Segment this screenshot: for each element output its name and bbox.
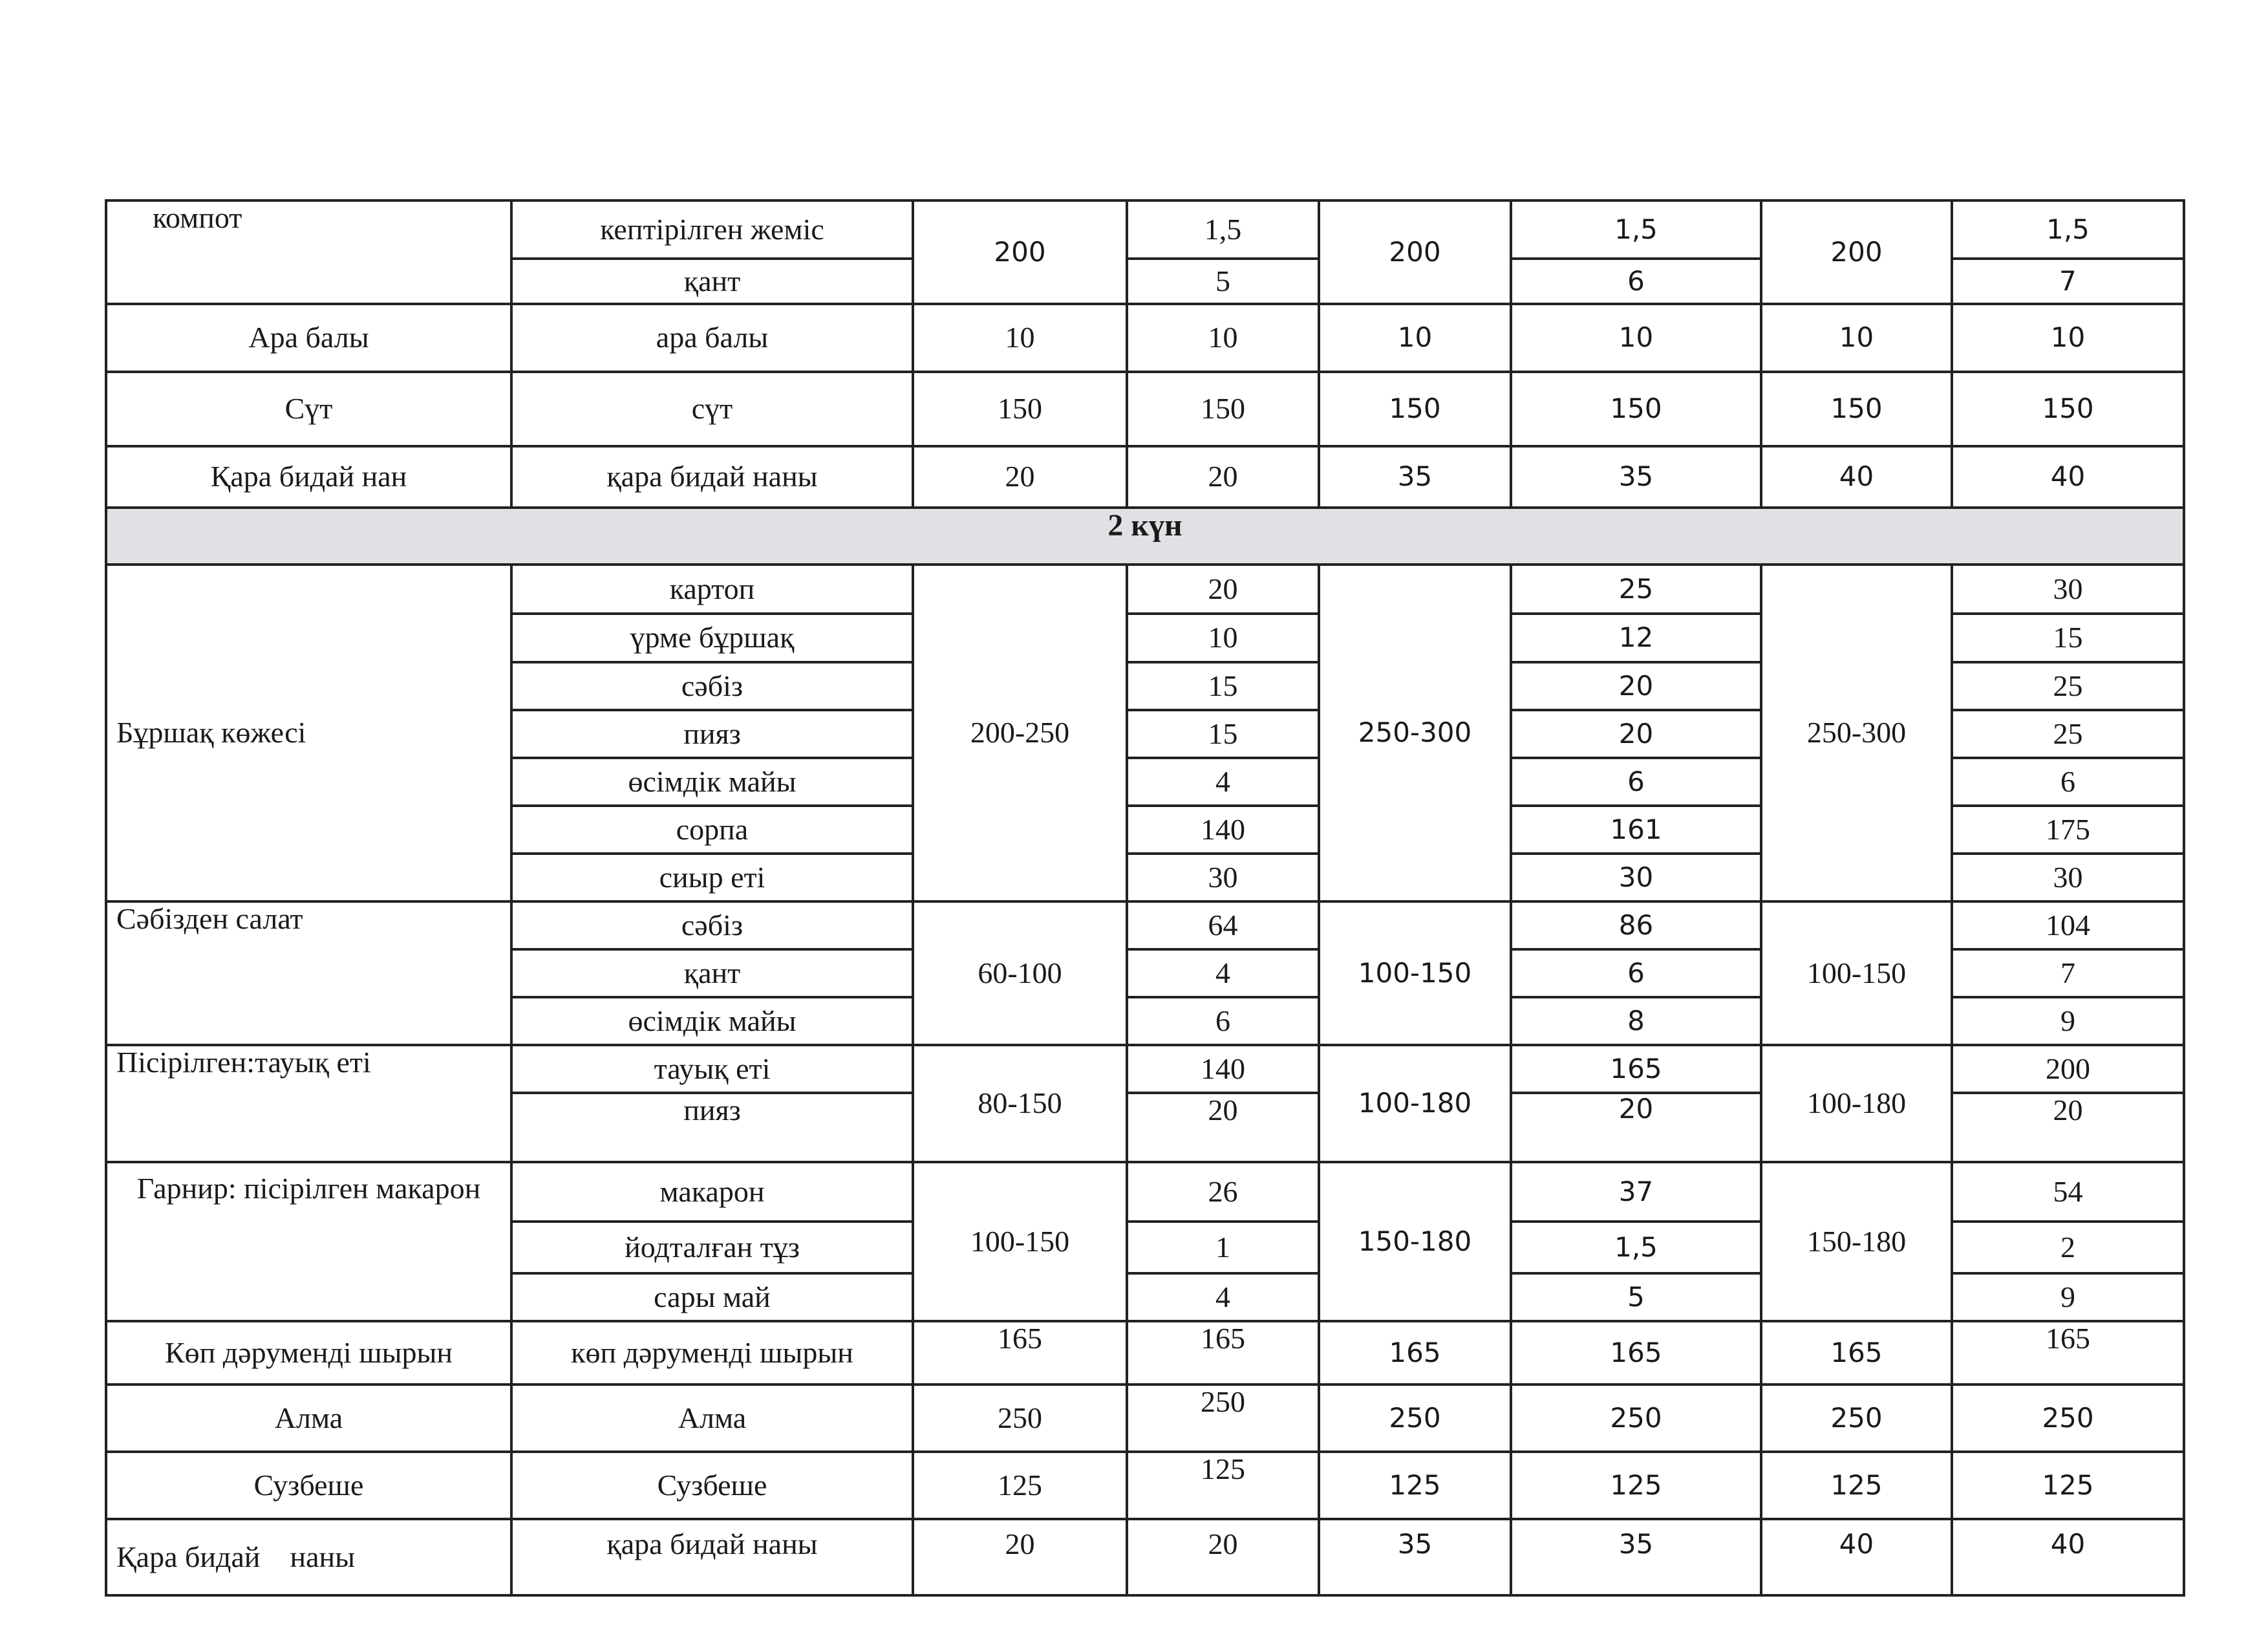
table-row xyxy=(106,1519,2184,1595)
dish-name-cell: Гарнир: пісірілген макарон xyxy=(106,1162,511,1321)
ingredient-cell: сиыр еті xyxy=(511,854,913,901)
amount-cell: 8 xyxy=(1511,997,1761,1045)
value-cell: 40 xyxy=(1761,1519,1952,1595)
value-cell: 125 xyxy=(913,1452,1127,1519)
value-cell: 20 xyxy=(1127,446,1319,508)
ingredient-cell: сәбіз xyxy=(511,901,913,949)
amount-cell: 5 xyxy=(1511,1273,1761,1321)
value-cell: 10 xyxy=(1952,304,2184,372)
amount-cell: 30 xyxy=(1952,854,2184,901)
amount-cell: 200 xyxy=(1952,1045,2184,1093)
amount-cell: 161 xyxy=(1511,806,1761,854)
amount-cell: 165 xyxy=(1511,1045,1761,1093)
ingredient-cell: қант xyxy=(511,949,913,997)
value-cell: 20 xyxy=(913,446,1127,508)
table-row xyxy=(106,304,2184,372)
ingredient-cell: тауық еті xyxy=(511,1045,913,1093)
ingredient-cell: Сузбеше xyxy=(511,1452,913,1519)
ingredient-cell: йодталған тұз xyxy=(511,1222,913,1273)
value-cell: 10 xyxy=(1511,304,1761,372)
dish-name-cell: Сәбізден салат xyxy=(106,901,511,1045)
ingredient-cell: сорпа xyxy=(511,806,913,854)
table-row xyxy=(106,200,2184,259)
amount-cell: 25 xyxy=(1952,662,2184,710)
value-cell: 10 xyxy=(1319,304,1511,372)
dish-name-cell: Қара бидай нан xyxy=(106,446,511,508)
value-cell: 250 xyxy=(1952,1385,2184,1452)
value-cell: 150 xyxy=(1952,372,2184,446)
table-row xyxy=(106,1321,2184,1385)
value-cell: 150 xyxy=(1319,372,1511,446)
ingredient-cell: картоп xyxy=(511,565,913,614)
portion-cell: 200-250 xyxy=(913,565,1127,901)
value-cell: 10 xyxy=(1127,304,1319,372)
ingredient-cell: Алма xyxy=(511,1385,913,1452)
table-row xyxy=(106,446,2184,508)
ingredient-cell: өсімдік майы xyxy=(511,758,913,806)
amount-cell: 15 xyxy=(1127,662,1319,710)
value-cell: 150 xyxy=(1127,372,1319,446)
dish-name-cell: Пісірілген:тауық еті xyxy=(106,1045,511,1162)
amount-cell: 12 xyxy=(1511,614,1761,662)
dish-name-cell: Алма xyxy=(106,1385,511,1452)
portion-cell: 150-180 xyxy=(1761,1162,1952,1321)
ingredient-cell: ара балы xyxy=(511,304,913,372)
table-row xyxy=(106,901,2184,949)
value-cell: 35 xyxy=(1319,1519,1511,1595)
amount-cell: 25 xyxy=(1511,565,1761,614)
value-cell: 150 xyxy=(913,372,1127,446)
amount-cell: 5 xyxy=(1127,259,1319,304)
amount-cell: 54 xyxy=(1952,1162,2184,1222)
value-cell: 165 xyxy=(1511,1321,1761,1385)
amount-cell: 6 xyxy=(1511,259,1761,304)
table-row xyxy=(106,1162,2184,1222)
amount-cell: 20 xyxy=(1127,1093,1319,1162)
amount-cell: 30 xyxy=(1127,854,1319,901)
value-cell: 165 xyxy=(1761,1321,1952,1385)
ingredient-cell: үрме бұршақ xyxy=(511,614,913,662)
value-cell: 165 xyxy=(1952,1321,2184,1385)
day-header-row xyxy=(106,508,2184,565)
portion-cell: 100-180 xyxy=(1319,1045,1511,1162)
ingredient-cell: қара бидай наны xyxy=(511,1519,913,1595)
value-cell: 10 xyxy=(1761,304,1952,372)
value-cell: 250 xyxy=(913,1385,1127,1452)
ingredient-cell: қара бидай наны xyxy=(511,446,913,508)
portion-cell: 100-180 xyxy=(1761,1045,1952,1162)
portion-cell: 150-180 xyxy=(1319,1162,1511,1321)
ingredient-cell: кептірілген жеміс xyxy=(511,200,913,259)
value-cell: 40 xyxy=(1952,1519,2184,1595)
dish-name-cell: Сузбеше xyxy=(106,1452,511,1519)
dish-name-cell: Қара бидай наны xyxy=(106,1519,511,1595)
amount-cell: 20 xyxy=(1952,1093,2184,1162)
amount-cell: 64 xyxy=(1127,901,1319,949)
amount-cell: 4 xyxy=(1127,758,1319,806)
value-cell: 35 xyxy=(1511,446,1761,508)
ingredient-cell: пияз xyxy=(511,1093,913,1162)
value-cell: 125 xyxy=(1761,1452,1952,1519)
ingredient-cell: қант xyxy=(511,259,913,304)
dish-name-cell: Бұршақ көжесі xyxy=(106,565,511,901)
amount-cell: 1,5 xyxy=(1127,200,1319,259)
amount-cell: 20 xyxy=(1127,565,1319,614)
portion-cell: 80-150 xyxy=(913,1045,1127,1162)
value-cell: 250 xyxy=(1127,1385,1319,1452)
amount-cell: 30 xyxy=(1952,565,2184,614)
amount-cell: 30 xyxy=(1511,854,1761,901)
amount-cell: 7 xyxy=(1952,259,2184,304)
portion-cell: 200 xyxy=(1319,200,1511,304)
value-cell: 165 xyxy=(1127,1321,1319,1385)
value-cell: 10 xyxy=(913,304,1127,372)
amount-cell: 9 xyxy=(1952,1273,2184,1321)
table-row xyxy=(106,565,2184,614)
dish-name-cell: Ара балы xyxy=(106,304,511,372)
amount-cell: 9 xyxy=(1952,997,2184,1045)
amount-cell: 15 xyxy=(1952,614,2184,662)
ingredient-cell: сары май xyxy=(511,1273,913,1321)
ingredient-cell: макарон xyxy=(511,1162,913,1222)
ingredient-cell: көп дәрумендi шырын xyxy=(511,1321,913,1385)
amount-cell: 4 xyxy=(1127,1273,1319,1321)
amount-cell: 140 xyxy=(1127,1045,1319,1093)
amount-cell: 175 xyxy=(1952,806,2184,854)
amount-cell: 15 xyxy=(1127,710,1319,758)
portion-cell: 250-300 xyxy=(1319,565,1511,901)
amount-cell: 20 xyxy=(1511,662,1761,710)
amount-cell: 140 xyxy=(1127,806,1319,854)
value-cell: 125 xyxy=(1127,1452,1319,1519)
amount-cell: 25 xyxy=(1952,710,2184,758)
table-row xyxy=(106,372,2184,446)
value-cell: 250 xyxy=(1511,1385,1761,1452)
table-row xyxy=(106,1452,2184,1519)
portion-cell: 100-150 xyxy=(913,1162,1127,1321)
ingredient-cell: сүт xyxy=(511,372,913,446)
value-cell: 20 xyxy=(913,1519,1127,1595)
portion-cell: 200 xyxy=(1761,200,1952,304)
value-cell: 125 xyxy=(1511,1452,1761,1519)
value-cell: 250 xyxy=(1761,1385,1952,1452)
portion-cell: 200 xyxy=(913,200,1127,304)
value-cell: 250 xyxy=(1319,1385,1511,1452)
menu-table xyxy=(105,199,2185,1597)
table-row xyxy=(106,1385,2184,1452)
value-cell: 165 xyxy=(1319,1321,1511,1385)
value-cell: 150 xyxy=(1511,372,1761,446)
dish-name-cell: Сүт xyxy=(106,372,511,446)
amount-cell: 2 xyxy=(1952,1222,2184,1273)
value-cell: 40 xyxy=(1761,446,1952,508)
amount-cell: 6 xyxy=(1511,758,1761,806)
amount-cell: 10 xyxy=(1127,614,1319,662)
table-row xyxy=(106,1045,2184,1093)
portion-cell: 60-100 xyxy=(913,901,1127,1045)
amount-cell: 1,5 xyxy=(1952,200,2184,259)
amount-cell: 26 xyxy=(1127,1162,1319,1222)
amount-cell: 6 xyxy=(1127,997,1319,1045)
ingredient-cell: өсімдік майы xyxy=(511,997,913,1045)
portion-cell: 100-150 xyxy=(1319,901,1511,1045)
dish-name-cell: компот xyxy=(106,200,511,304)
amount-cell: 1 xyxy=(1127,1222,1319,1273)
amount-cell: 1,5 xyxy=(1511,200,1761,259)
amount-cell: 37 xyxy=(1511,1162,1761,1222)
day-header: 2 күн xyxy=(106,508,2184,565)
value-cell: 35 xyxy=(1511,1519,1761,1595)
value-cell: 125 xyxy=(1319,1452,1511,1519)
portion-cell: 100-150 xyxy=(1761,901,1952,1045)
value-cell: 165 xyxy=(913,1321,1127,1385)
amount-cell: 7 xyxy=(1952,949,2184,997)
value-cell: 35 xyxy=(1319,446,1511,508)
amount-cell: 86 xyxy=(1511,901,1761,949)
value-cell: 125 xyxy=(1952,1452,2184,1519)
amount-cell: 4 xyxy=(1127,949,1319,997)
amount-cell: 20 xyxy=(1511,710,1761,758)
amount-cell: 6 xyxy=(1952,758,2184,806)
amount-cell: 104 xyxy=(1952,901,2184,949)
ingredient-cell: сәбіз xyxy=(511,662,913,710)
value-cell: 40 xyxy=(1952,446,2184,508)
amount-cell: 20 xyxy=(1511,1093,1761,1162)
dish-name-cell: Көп дәрумендi шырын xyxy=(106,1321,511,1385)
ingredient-cell: пияз xyxy=(511,710,913,758)
amount-cell: 6 xyxy=(1511,949,1761,997)
value-cell: 150 xyxy=(1761,372,1952,446)
portion-cell: 250-300 xyxy=(1761,565,1952,901)
amount-cell: 1,5 xyxy=(1511,1222,1761,1273)
value-cell: 20 xyxy=(1127,1519,1319,1595)
